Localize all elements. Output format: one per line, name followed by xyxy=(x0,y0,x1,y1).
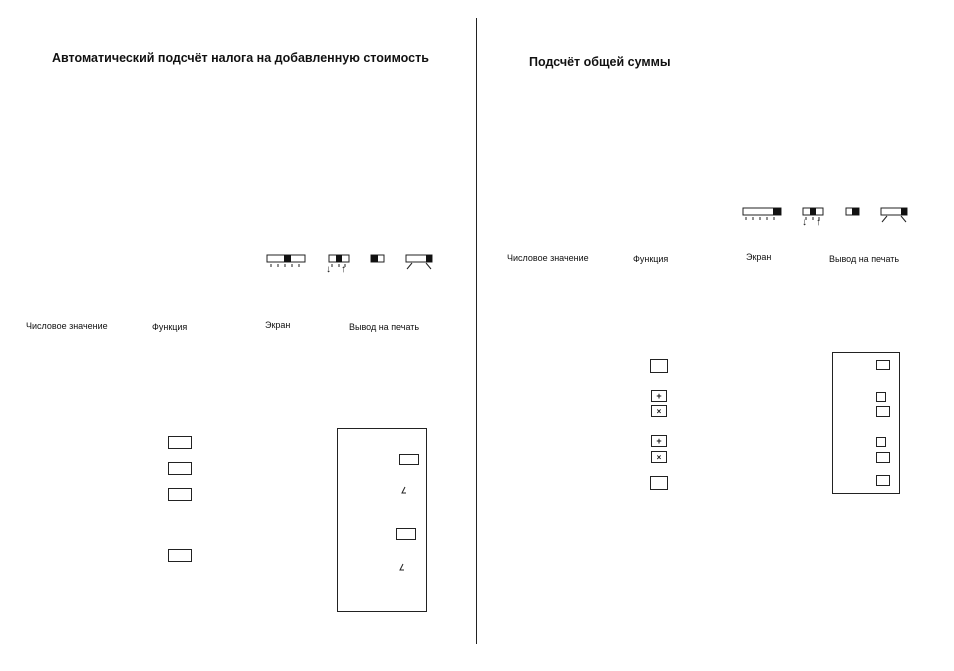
decimal-slider-icon xyxy=(267,255,305,267)
function-key xyxy=(650,476,668,490)
function-key xyxy=(168,549,192,562)
left-section-title: Автоматический подсчёт налога на добавленную стоимость xyxy=(52,51,429,65)
arrow-up-icon: ↑ xyxy=(341,264,346,275)
right-col-value: Числовое значение xyxy=(507,253,589,263)
print-key-symbol xyxy=(396,528,416,540)
arrow-up-icon: ↑ xyxy=(816,217,821,228)
right-col-print: Вывод на печать xyxy=(829,254,900,264)
function-key xyxy=(168,436,192,449)
switch-settings-diagram xyxy=(742,207,917,231)
left-col-value: Числовое значение xyxy=(26,321,108,331)
left-col-function: Функция xyxy=(152,322,188,332)
print-key-symbol xyxy=(876,475,890,486)
decimal-slider-icon xyxy=(743,208,781,220)
mark-icon xyxy=(400,486,408,496)
mark-icon xyxy=(398,563,406,573)
print-key-symbol xyxy=(876,406,890,417)
small-switch-icon xyxy=(371,255,384,262)
rounding-slider-icon xyxy=(329,255,349,267)
small-switch-icon xyxy=(846,208,859,215)
print-switch-icon xyxy=(881,208,907,222)
function-key xyxy=(168,488,192,501)
right-col-display: Экран xyxy=(746,252,772,262)
print-key-symbol xyxy=(876,392,886,402)
right-col-function: Функция xyxy=(633,254,669,264)
print-key-symbol xyxy=(876,437,886,447)
function-key xyxy=(168,462,192,475)
arrow-down-icon: ↓ xyxy=(802,217,807,228)
left-col-display: Экран xyxy=(265,320,291,330)
print-key-symbol xyxy=(876,452,890,463)
print-key-symbol xyxy=(399,454,419,465)
print-tape xyxy=(832,352,900,494)
function-key xyxy=(650,359,668,373)
times-key: × xyxy=(651,405,667,417)
print-switch-icon xyxy=(406,255,432,269)
plus-key: + xyxy=(651,435,667,447)
print-tape xyxy=(337,428,427,612)
print-key-symbol xyxy=(876,360,890,370)
times-key: × xyxy=(651,451,667,463)
right-section-title: Подсчёт общей суммы xyxy=(529,55,671,69)
left-col-print: Вывод на печать xyxy=(349,322,420,332)
plus-key: + xyxy=(651,390,667,402)
arrow-down-icon: ↓ xyxy=(326,264,331,275)
switch-settings-diagram xyxy=(266,254,441,278)
page-divider xyxy=(476,18,477,644)
